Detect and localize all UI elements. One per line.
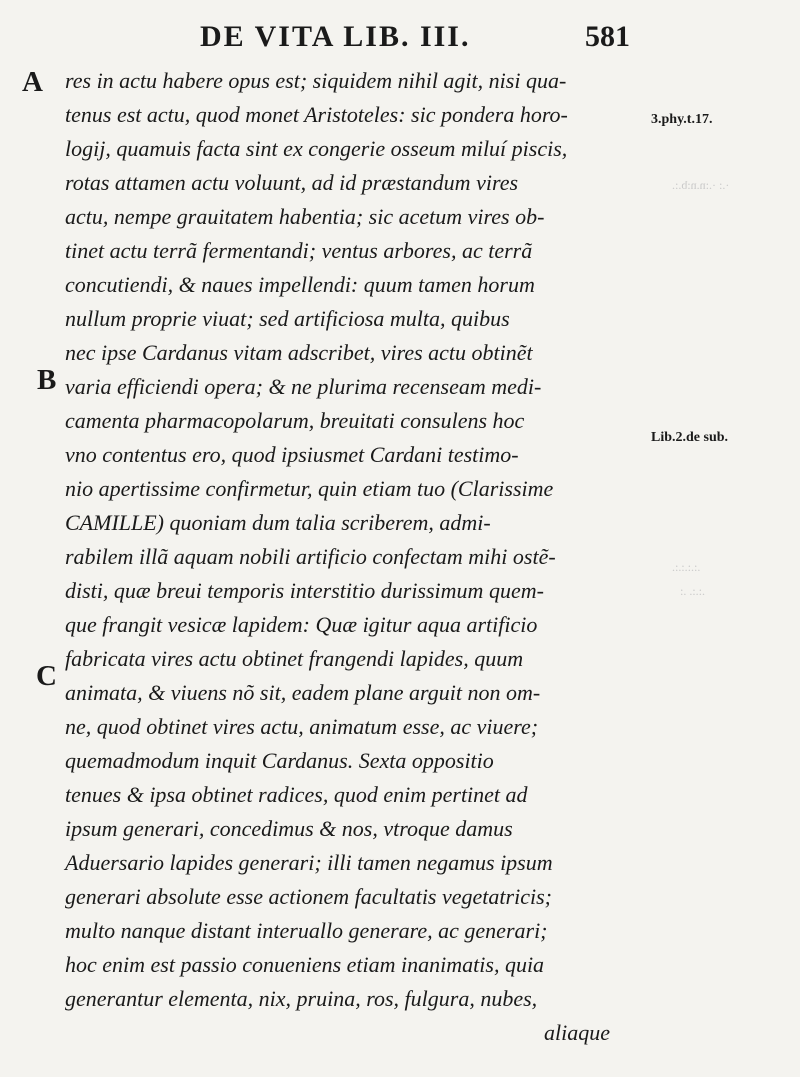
show-through-mark: .:.:. .: [680,584,706,598]
text-line: tinet actu terrã fermentandi; ventus arbores, ac terrã [65,238,533,263]
section-letter-b: B [37,364,57,396]
text-line: hoc enim est passio conueniens etiam inanimatis, quia [65,952,545,977]
text-line: Aduersario lapides generari; illi tamen negamus ipsum [65,850,553,875]
text-line: multo nanque distant interuallo generare, ac generari; [65,918,548,943]
text-line: generari absolute esse actionem facultatis vegetatricis; [65,884,552,909]
text-line: camenta pharmacopolarum, breuitati consulens hoc [65,408,525,433]
text-line: tenues & ipsa obtinet radices, quod enim pertinet ad [65,782,528,807]
page-number: 581 [585,20,630,53]
text-line: animata, & viuens nõ sit, eadem plane arguit non om- [65,680,541,705]
text-line: que frangit vesicæ lapidem: Quæ igitur aqua artificio [65,612,538,637]
text-line: CAMILLE) quoniam dum talia scriberem, admi- [65,510,491,535]
text-line: fabricata vires actu obtinet frangendi lapides, quum [65,646,524,671]
text-line: ipsum generari, concedimus & nos, vtroque damus [65,816,513,841]
text-line: varia efficiendi opera; & ne plurima recenseam medi- [65,374,542,399]
text-line: quemadmodum inquit Cardanus. Sexta oppositio [65,748,494,773]
text-line: actu, nempe grauitatem habentia; sic acetum vires ob- [65,204,545,229]
main-text-block [65,64,655,1050]
text-line: nio apertissime confirmetur, quin etiam tuo (Clarissime [65,476,554,501]
section-letter-a: A [22,66,43,98]
text-line: nec ipse Cardanus vitam adscribet, vires actu obtinẽt [65,340,533,365]
margin-note-physics: 3.phy.t.17. [651,112,713,127]
text-line: rotas attamen actu voluunt, ad id præstandum vires [65,170,519,195]
text-line: tenus est actu, quod monet Aristoteles: sic pondera horo- [65,102,568,127]
catchword: aliaque [544,1020,610,1045]
section-letter-c: C [36,660,57,692]
show-through-mark: .:.:.:.:. [672,560,701,574]
margin-note-lib: Lib.2.de sub. [651,430,729,445]
text-line: res in actu habere opus est; siquidem nihil agit, nisi qua- [65,68,567,93]
text-line: concutiendi, & naues impellendi: quum tamen horum [65,272,535,297]
running-header: DE VITA LIB. III. [200,20,471,53]
text-line: disti, quæ breui temporis interstitio durissimum quem- [65,578,544,603]
text-line: nullum proprie viuat; sed artificiosa multa, quibus [65,306,510,331]
text-line: logij, quamuis facta sint ex congerie osseum miluí piscis, [65,136,568,161]
text-line: generantur elementa, nix, pruina, ros, fulgura, nubes, [65,986,538,1011]
text-line: ne, quod obtinet vires actu, animatum esse, ac viuere; [65,714,539,739]
text-line: rabilem illã aquam nobili artificio confectam mihi ostẽ- [65,544,556,569]
text-line: vno contentus ero, quod ipsiusmet Cardani testimo- [65,442,519,467]
show-through-mark: ·.: ·.:n.n:b.:. [672,178,730,192]
